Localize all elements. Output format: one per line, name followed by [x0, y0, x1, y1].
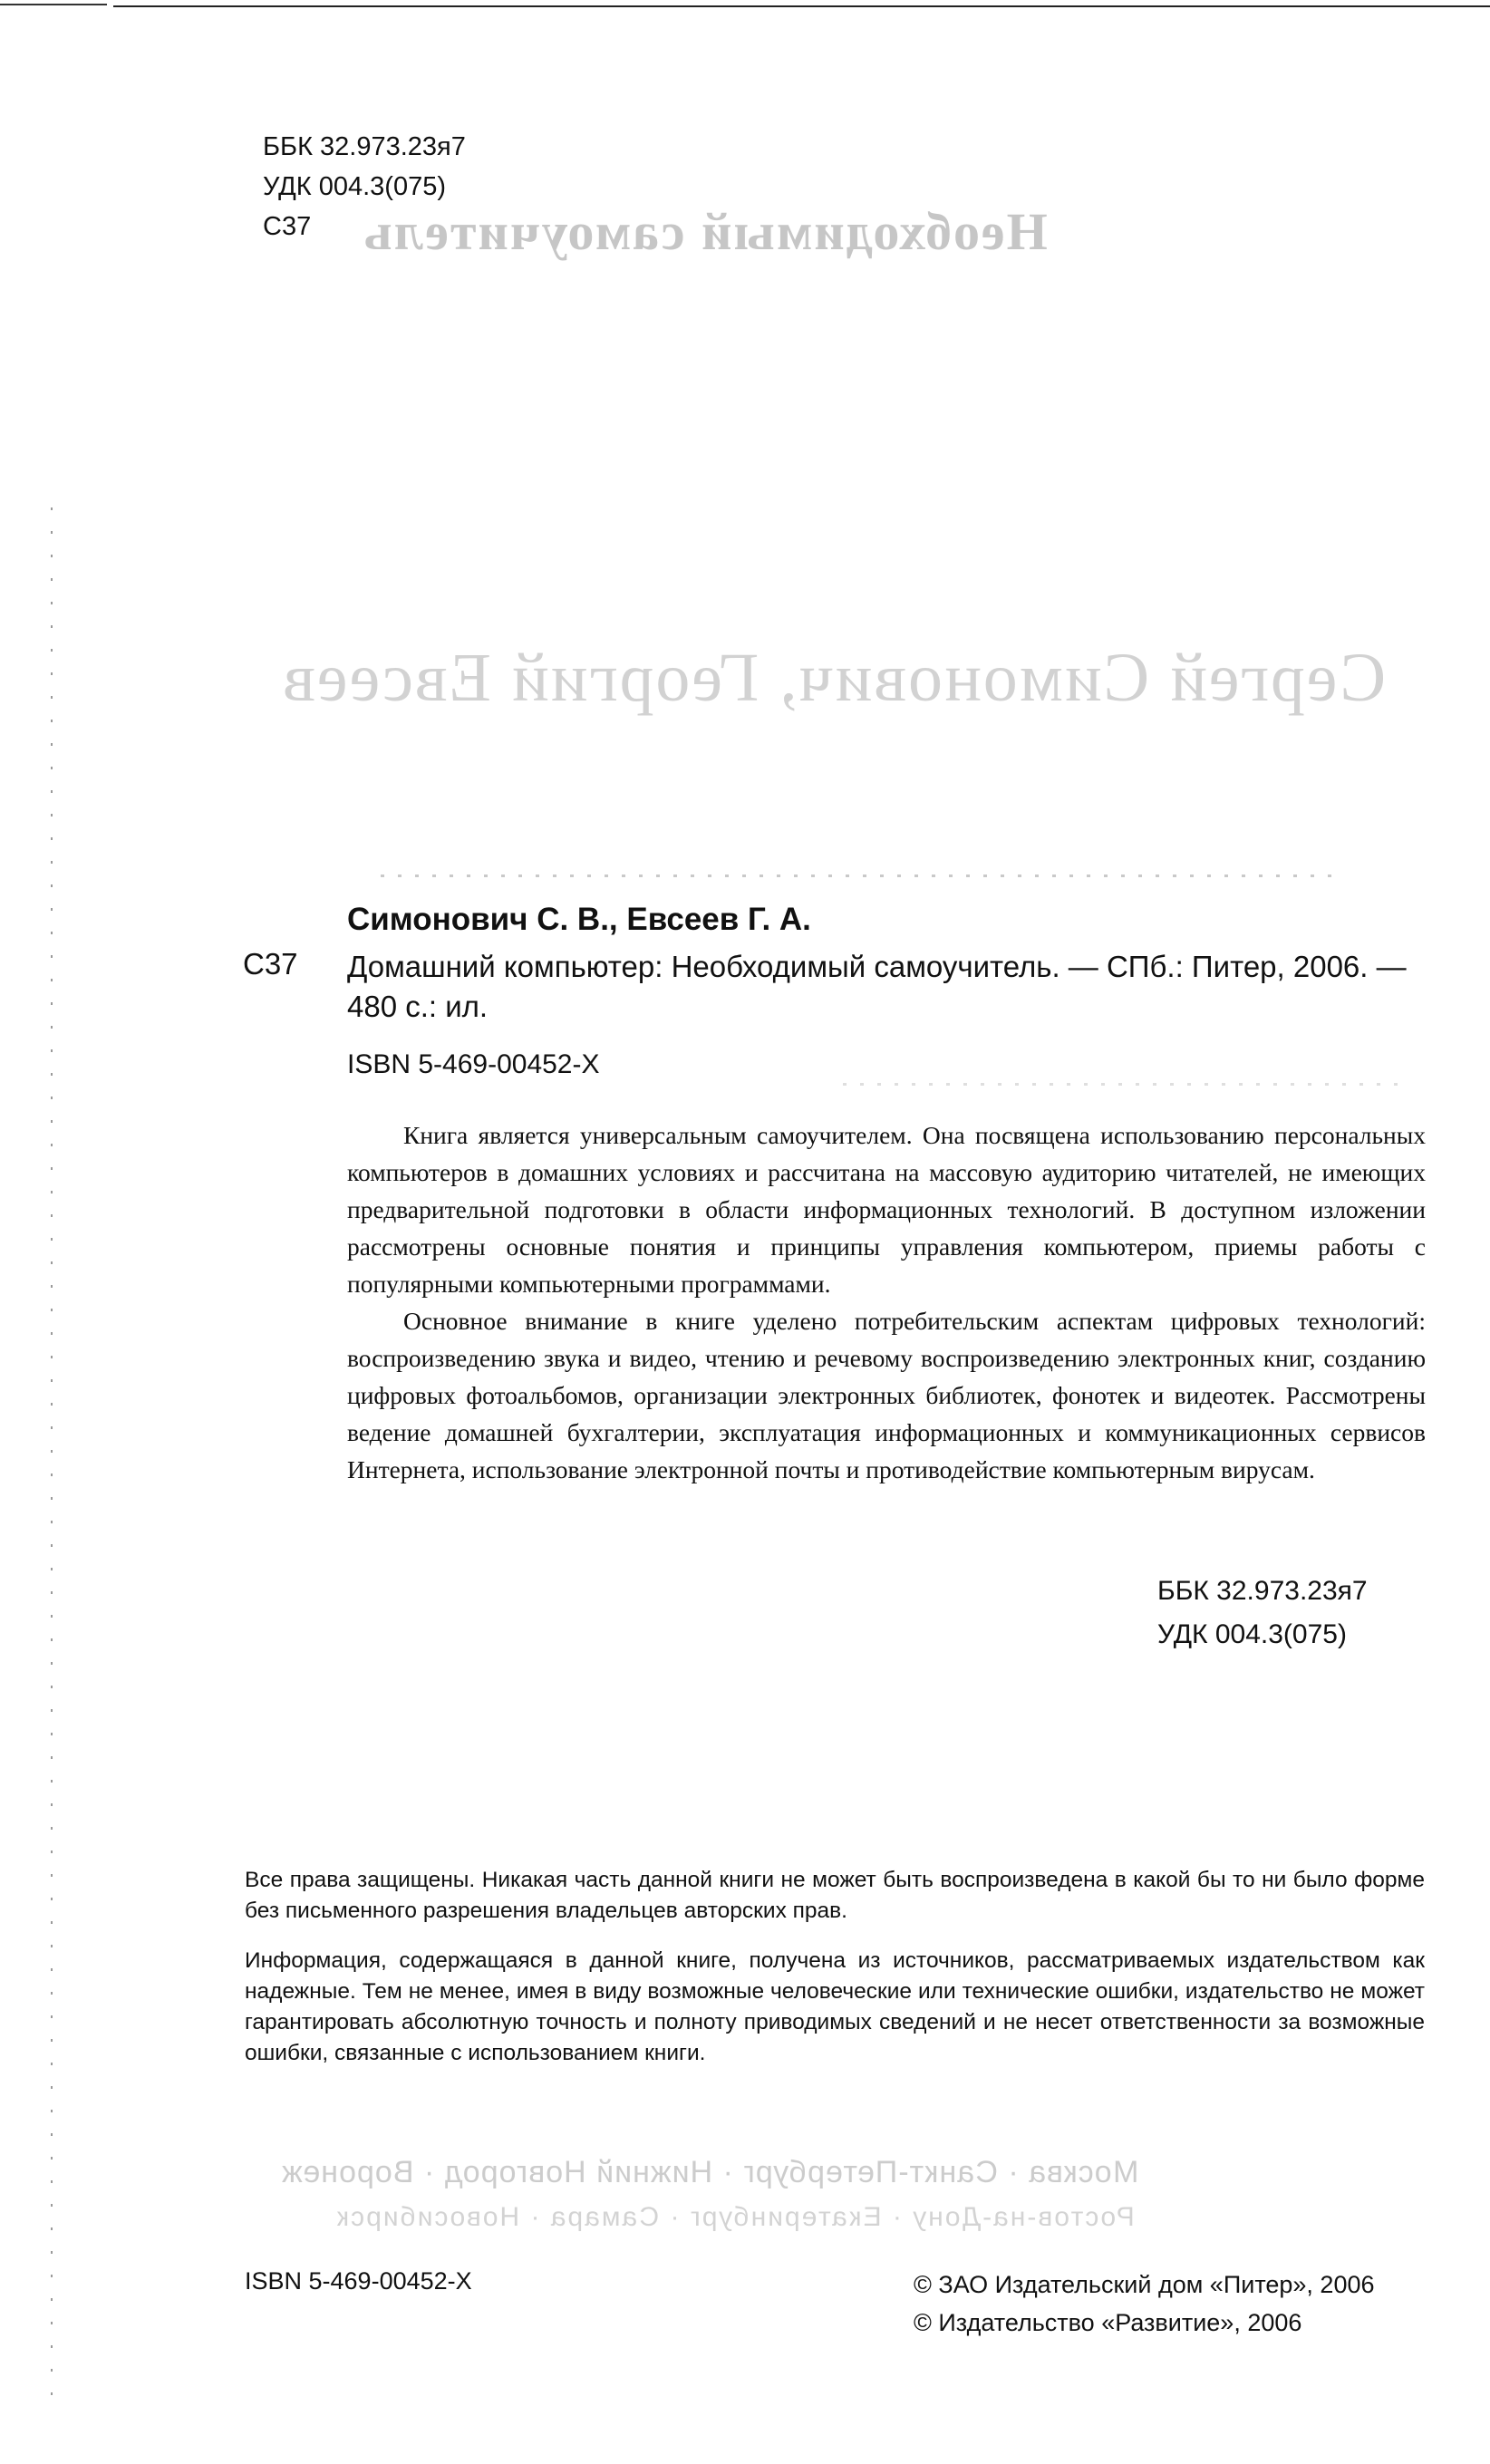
catalog-entry: Домашний компьютер: Необходимый самоучитель. — СПб.: Питер, 2006. — 480 с.: ил. [347, 950, 1407, 1023]
bleed-through-speckle [843, 1083, 1405, 1086]
disclaimer-notice: Информация, содержащаяся в данной книге, получена из источников, рассматриваемых издательством как надежные. Тем не менее, имея в виду возможные человеческие или технические ошибки, издательство не может гарантировать абсолютную точность и полноту приводимых сведений и не несет ответственности за возможные ошибки, связанные с использованием книги. [245, 1948, 1425, 2065]
top-edge-rule [113, 5, 1490, 7]
catalog-isbn: ISBN 5-469-00452-X [347, 1049, 600, 1079]
book-abstract [347, 1116, 1426, 1488]
ghost-authors-title: Сергей Симонович, Георгий Евсеев [281, 640, 1387, 716]
abstract-paragraph-1: Книга является универсальным самоучителем. Она посвящена использованию персональных компьютеров в домашних условиях и рассчитана на массовую аудиторию читателей, не имеющих предварительной подготовки в области информационных технологий. В доступном изложении рассмотрены основные понятия и принципы управления компьютером, приемы работы с популярными компьютерными программами. [347, 1121, 1426, 1298]
bottom-bbk: ББК 32.973.23я7 [1157, 1576, 1368, 1606]
bottom-udk: УДК 004.3(075) [1157, 1619, 1347, 1649]
header-code: С37 [263, 212, 312, 241]
footer-isbn: ISBN 5-469-00452-X [245, 2267, 472, 2295]
classification-bottom [1157, 1570, 1368, 1657]
catalog-code: С37 [243, 947, 298, 981]
catalog-authors: Симонович С. В., Евсеев Г. А. [347, 902, 811, 937]
abstract-paragraph-2: Основное внимание в книге уделено потребительским аспектам цифровых технологий: воспроизведению звука и видео, чтению и речевому воспроизведению электронных книг, созданию цифровых фотоальбомов, организации электронных библиотек, фонотек и видеотек. Рассмотрены ведение домашней бухгалтерии, эксплуатация информационных и коммуникационных сервисов Интернета, использование электронной почты и противодействие компьютерным вирусам. [347, 1307, 1426, 1483]
ghost-imprint-cities: Москва · Санкт-Петербург · Нижний Новгород · Воронеж [281, 2155, 1139, 2189]
bleed-through-speckle [381, 874, 1341, 877]
top-edge-rule-left [0, 4, 107, 5]
scan-edge-dots [51, 507, 53, 2411]
header-udk: УДК 004.3(075) [263, 172, 446, 201]
copyright-piter: © ЗАО Издательский дом «Питер», 2006 [914, 2271, 1375, 2298]
footer-copyrights [914, 2266, 1375, 2342]
ghost-series-title: Необходимый самоучитель [363, 202, 1048, 261]
header-bbk: ББК 32.973.23я7 [263, 132, 466, 161]
copyright-razvitie: © Издательство «Развитие», 2006 [914, 2309, 1302, 2336]
rights-notice: Все права защищены. Никакая часть данной книги не может быть воспроизведена в какой бы то ни было форме без письменного разрешения владельцев авторских прав. [245, 1868, 1425, 1923]
ghost-imprint-cities-2: Ростов-на-Дону · Екатеринбург · Самара · Новосибирск [335, 2202, 1135, 2232]
